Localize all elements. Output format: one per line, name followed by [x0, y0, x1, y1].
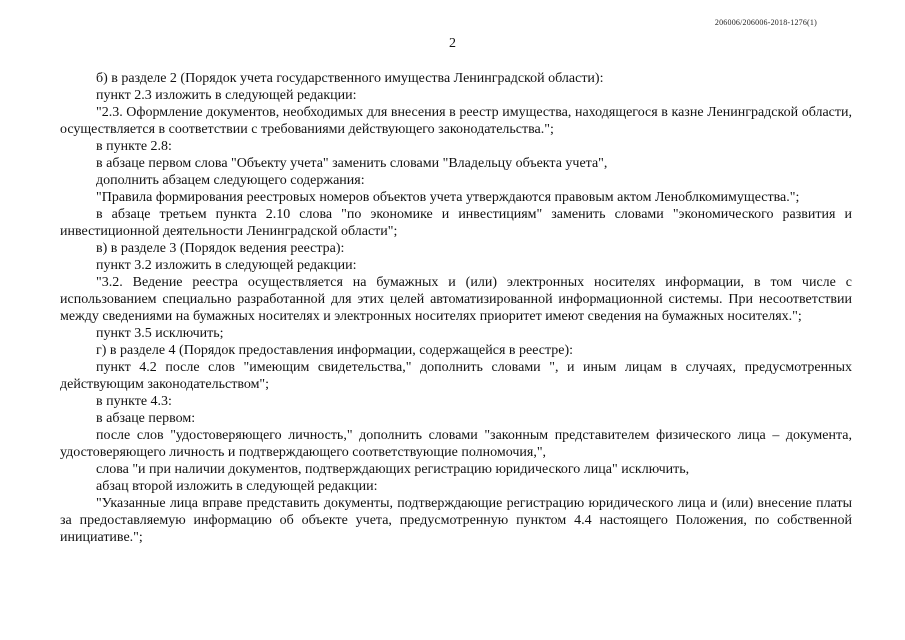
paragraph: "3.2. Ведение реестра осуществляется на бумажных и (или) электронных носителях информации, в том числе с использованием специально разработанной для этих целей автоматизированной информационной системы. При несоответствии между сведениями на бумажных носителях и электронных носителях приоритет имеют сведения на бумажных носителях.";	[60, 275, 852, 324]
paragraph: в пункте 4.3:	[96, 394, 172, 409]
paragraph: в пункте 2.8:	[96, 139, 172, 154]
paragraph: слова "и при наличии документов, подтверждающих регистрацию юридического лица" исключить,	[96, 462, 690, 477]
paragraph: "Указанные лица вправе представить документы, подтверждающие регистрацию юридического лица и (или) внесение платы за предоставляемую информацию об объекте учета, предусмотренную пунктом 4.4 настоящего Положения, по собственной инициативе.";	[60, 496, 852, 545]
paragraph: пункт 2.3 изложить в следующей редакции:	[96, 88, 357, 103]
paragraph: пункт 4.2 после слов "имеющим свидетельства," дополнить словами ", и иным лицам в случаях, предусмотренных действующим законодательством";	[60, 360, 852, 392]
paragraph: дополнить абзацем следующего содержания:	[96, 173, 365, 188]
paragraph: пункт 3.2 изложить в следующей редакции:	[96, 258, 357, 273]
paragraph: "2.3. Оформление документов, необходимых для внесения в реестр имущества, находящегося в казне Ленинградской области, осуществляется в соответствии с требованиями действующего законодательства.";	[60, 105, 852, 137]
paragraph: в абзаце третьем пункта 2.10 слова "по экономике и инвестициям" заменить словами "экономического развития и инвестиционной деятельности Ленинградской области";	[60, 207, 852, 239]
paragraph: в абзаце первом:	[96, 411, 196, 426]
paragraph: после слов "удостоверяющего личность," дополнить словами "законным представителем физического лица – документа, удостоверяющего личность и подтверждающего соответствующие полномочия,",	[60, 428, 852, 460]
paragraph: пункт 3.5 исключить;	[96, 326, 224, 341]
paragraph: г) в разделе 4 (Порядок предоставления информации, содержащейся в реестре):	[96, 343, 574, 358]
paragraph: абзац второй изложить в следующей редакции:	[96, 479, 378, 494]
document-body	[60, 70, 852, 546]
document-id: 206006/206006-2018-1276(1)	[714, 18, 817, 27]
page-number: 2	[449, 36, 456, 51]
paragraph: "Правила формирования реестровых номеров объектов учета утверждаются правовым актом Леноблкомимущества.";	[96, 190, 800, 205]
paragraph: б) в разделе 2 (Порядок учета государственного имущества Ленинградской области):	[96, 71, 604, 86]
paragraph: в абзаце первом слова "Объекту учета" заменить словами "Владельцу объекта учета",	[96, 156, 608, 171]
paragraph: в) в разделе 3 (Порядок ведения реестра):	[96, 241, 345, 256]
